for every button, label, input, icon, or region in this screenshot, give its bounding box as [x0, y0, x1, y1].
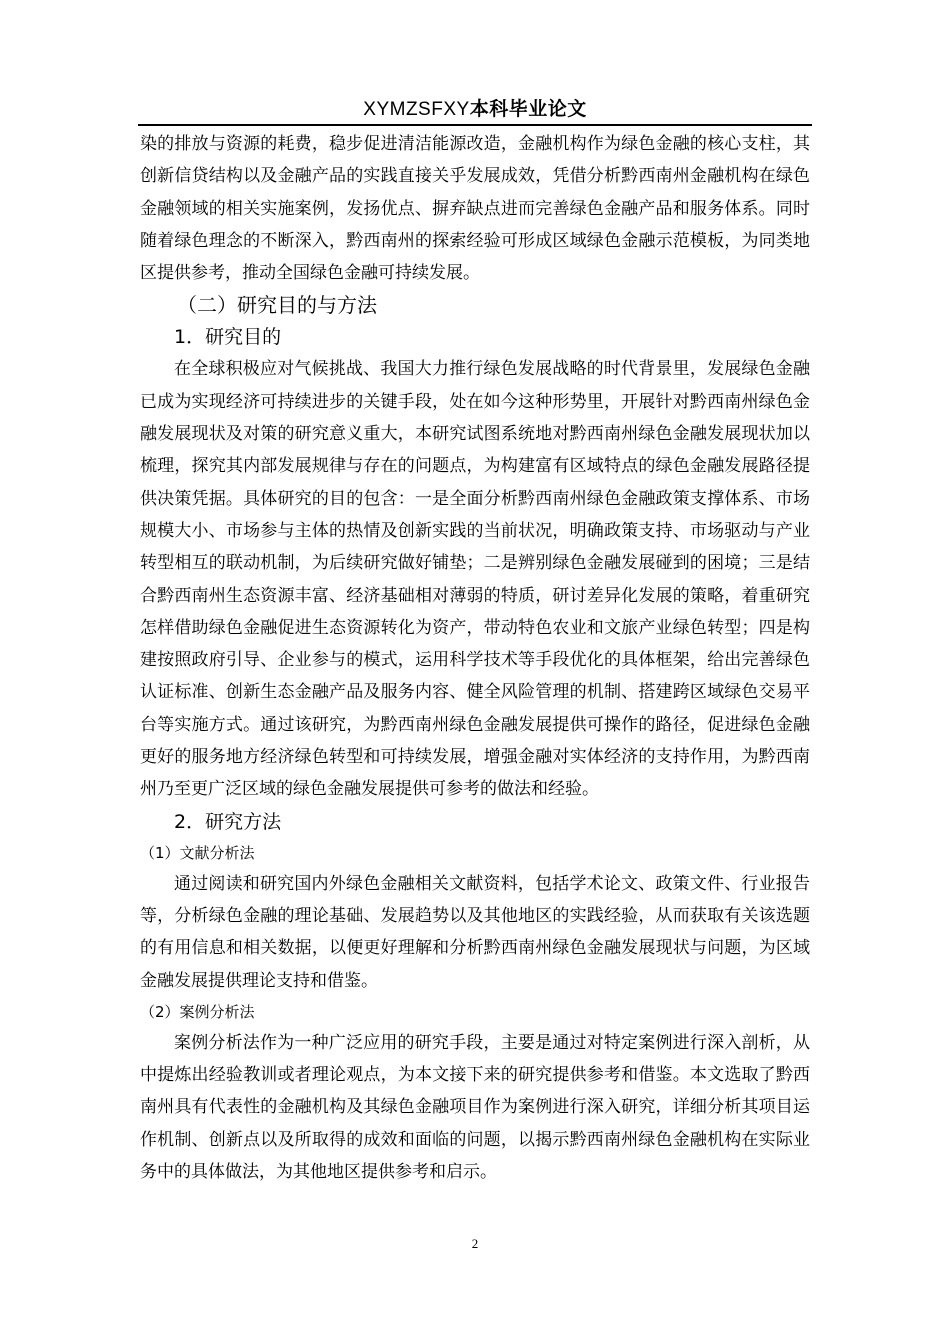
method-heading-case-study: （2）案例分析法 [140, 1002, 255, 1021]
body-text [140, 128, 810, 1188]
paragraph-intro: 染的排放与资源的耗费，稳步促进清洁能源改造，金融机构作为绿色金融的核心支柱，其创新信贷结构以及金融产品的实践直接关乎发展成效，凭借分析黔西南州金融机构在绿色金融领域的相关实施案例，发扬优点、摒弃缺点进而完善绿色金融产品和服务体系。同时随着绿色理念的不断深入，黔西南州的探索经验可形成区域绿色金融示范模板，为同类地区提供参考，推动全国绿色金融可持续发展。 [140, 134, 810, 284]
header-rule [138, 124, 812, 126]
section-heading-purpose-methods: （二）研究目的与方法 [177, 293, 377, 318]
paragraph-purpose: 在全球积极应对气候挑战、我国大力推行绿色发展战略的时代背景里，发展绿色金融已成为实现经济可持续进步的关键手段，处在如今这种形势里，开展针对黔西南州绿色金融发展现状及对策的研究意义重大，本研究试图系统地对黔西南州绿色金融发展现状加以梳理，探究其内部发展规律与存在的问题点，为构建富有区域特点的绿色金融发展路径提供决策凭据。具体研究的目的包含：一是全面分析黔西南州绿色金融政策支撑体系、市场规模大小、市场参与主体的热情及创新实践的当前状况，明确政策支持、市场驱动与产业转型相互的联动机制，为后续研究做好铺垫；二是辨别绿色金融发展碰到的困境；三是结合黔西南州生态资源丰富、经济基础相对薄弱的特质，研讨差异化发展的策略，着重研究怎样借助绿色金融促进生态资源转化为资产，带动特色农业和文旅产业绿色转型；四是构建按照政府引导、企业参与的模式，运用科学技术等手段优化的具体框架，给出完善绿色认证标准、创新生态金融产品及服务内容、健全风险管理的机制、搭建跨区域绿色交易平台等实施方式。通过该研究，为黔西南州绿色金融发展提供可操作的路径，促进绿色金融更好的服务地方经济绿色转型和可持续发展，增强金融对实体经济的支持作用，为黔西南州乃至更广泛区域的绿色金融发展提供可参考的做法和经验。 [140, 359, 810, 800]
paragraph-case-study-method: 案例分析法作为一种广泛应用的研究手段，主要是通过对特定案例进行深入剖析，从中提炼出经验教训或者理论观点，为本文接下来的研究提供参考和借鉴。本文选取了黔西南州具有代表性的金融机构及其绿色金融项目作为案例进行深入研究，详细分析其项目运作机制、创新点以及所取得的成效和面临的问题，以揭示黔西南州绿色金融机构在实际业务中的具体做法，为其他地区提供参考和启示。 [140, 1032, 810, 1183]
running-header [140, 96, 810, 123]
header-title: 本科毕业论文 [469, 98, 587, 120]
subsection-heading-purpose: 1．研究目的 [174, 326, 282, 349]
method-heading-literature: （1）文献分析法 [140, 843, 255, 862]
paragraph-literature-method: 通过阅读和研究国内外绿色金融相关文献资料，包括学术论文、政策文件、行业报告等，分析绿色金融的理论基础、发展趋势以及其他地区的实践经验，从而获取有关该选题的有用信息和相关数据，以便更好理解和分析黔西南州绿色金融发展现状与问题，为区域金融发展提供理论支持和借鉴。 [140, 873, 810, 991]
subsection-heading-methods: 2．研究方法 [174, 810, 282, 833]
page-number: 2 [471, 1236, 479, 1251]
header-prefix: XYMZSFXY [363, 99, 470, 120]
